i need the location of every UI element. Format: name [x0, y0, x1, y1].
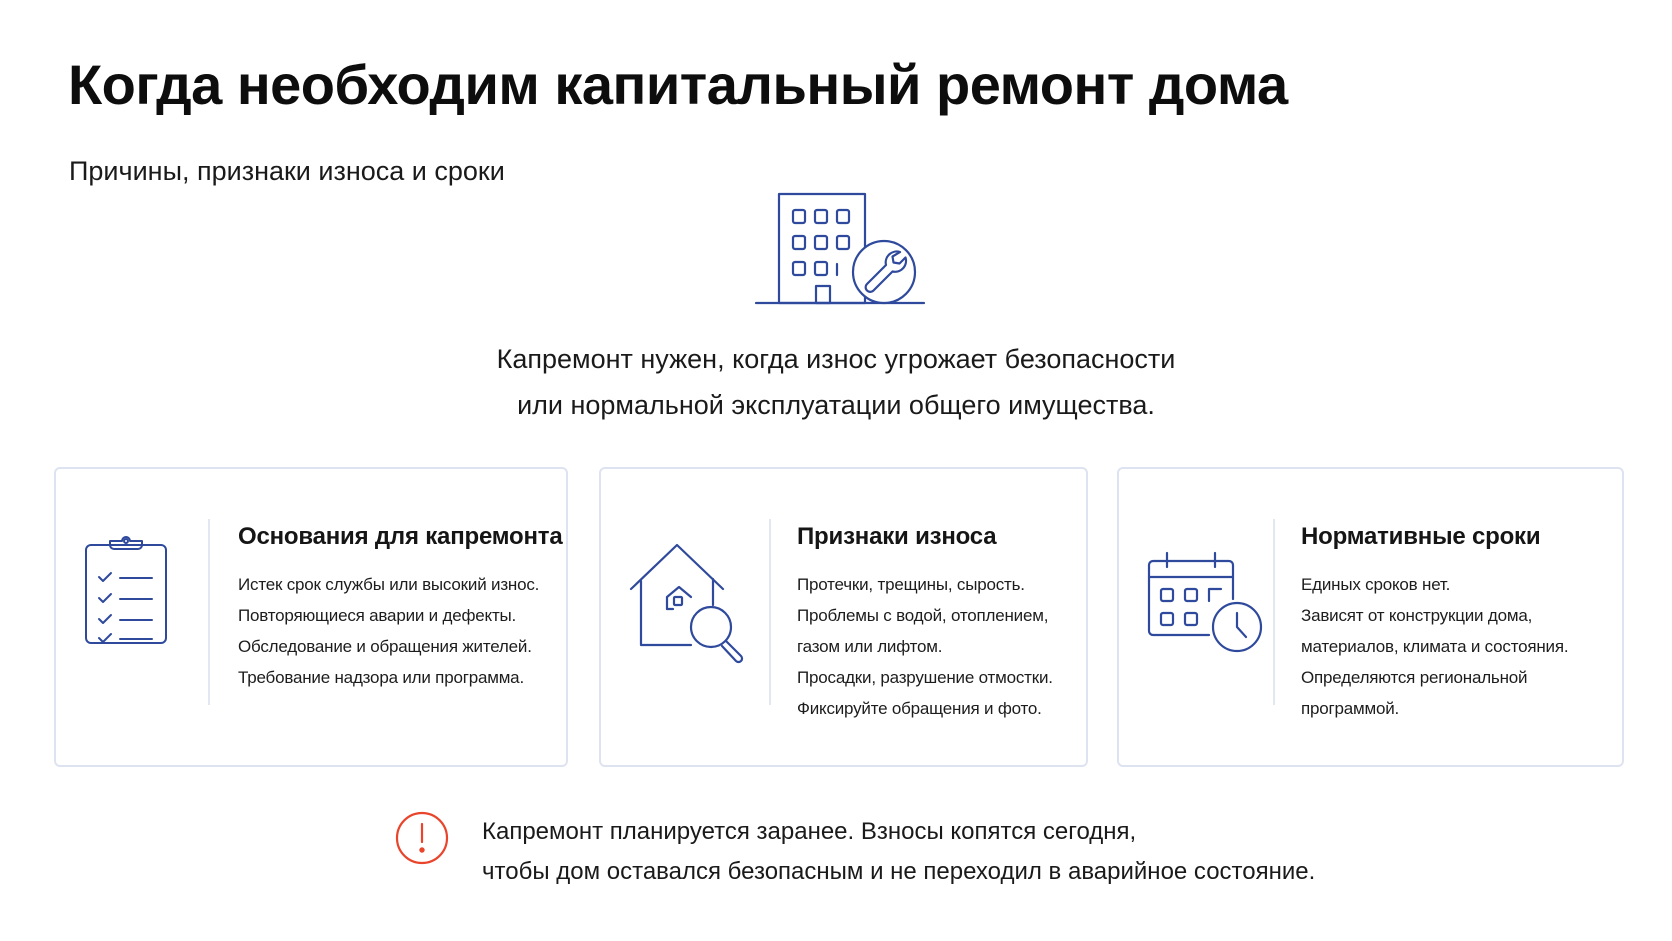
card-line: материалов, климата и состояния.: [1301, 637, 1569, 656]
card-line: Фиксируйте обращения и фото.: [797, 699, 1042, 718]
card-deadlines: [1117, 467, 1624, 767]
card-line: Зависят от конструкции дома,: [1301, 606, 1533, 625]
note-line: чтобы дом оставался безопасным и не переходил в аварийное состояние.: [482, 858, 1316, 885]
card-body: [1301, 523, 1568, 724]
card-divider: [769, 519, 771, 705]
card-grounds: [54, 467, 568, 767]
building-wrench-icon: [754, 186, 926, 308]
card-line: Истек срок службы или высокий износ.: [238, 575, 540, 594]
card-line: Просадки, разрушение отмостки.: [797, 668, 1053, 687]
card-lines: [238, 569, 562, 693]
card-divider: [1273, 519, 1275, 705]
card-line: Протечки, трещины, сырость.: [797, 575, 1025, 594]
card-title: Основания для капремонта: [238, 523, 563, 550]
house-magnifier-icon: [627, 541, 749, 667]
card-line: Обследование и обращения жителей.: [238, 637, 532, 656]
card-divider: [208, 519, 210, 705]
lead-line: Капремонт нужен, когда износ угрожает безопасности: [496, 344, 1176, 374]
card-line: программой.: [1301, 699, 1400, 718]
card-line: Проблемы с водой, отоплением,: [797, 606, 1049, 625]
card-body: [238, 523, 562, 693]
card-title: Признаки износа: [797, 523, 997, 550]
note-line: Капремонт планируется заранее. Взносы копятся сегодня,: [482, 818, 1137, 845]
card-title: Нормативные сроки: [1301, 523, 1541, 550]
card-line: Единых сроков нет.: [1301, 575, 1451, 594]
lead-line: или нормальной эксплуатации общего имущества.: [517, 390, 1155, 420]
card-body: [797, 523, 1053, 724]
card-lines: [797, 569, 1053, 724]
note-text: [482, 812, 1315, 892]
card-line: Требование надзора или программа.: [238, 668, 524, 687]
card-line: Определяются региональной: [1301, 668, 1528, 687]
calendar-clock-icon: [1145, 551, 1265, 655]
card-wear-signs: [599, 467, 1088, 767]
card-lines: [1301, 569, 1568, 724]
clipboard-checklist-icon: [82, 531, 170, 647]
card-line: Повторяющиеся аварии и дефекты.: [238, 606, 517, 625]
lead-text: [336, 336, 1336, 428]
exclamation-circle-icon: [394, 810, 450, 866]
card-line: газом или лифтом.: [797, 637, 943, 656]
page-subtitle: Причины, признаки износа и сроки: [69, 156, 505, 186]
page-title: Когда необходим капитальный ремонт дома: [68, 53, 1288, 116]
